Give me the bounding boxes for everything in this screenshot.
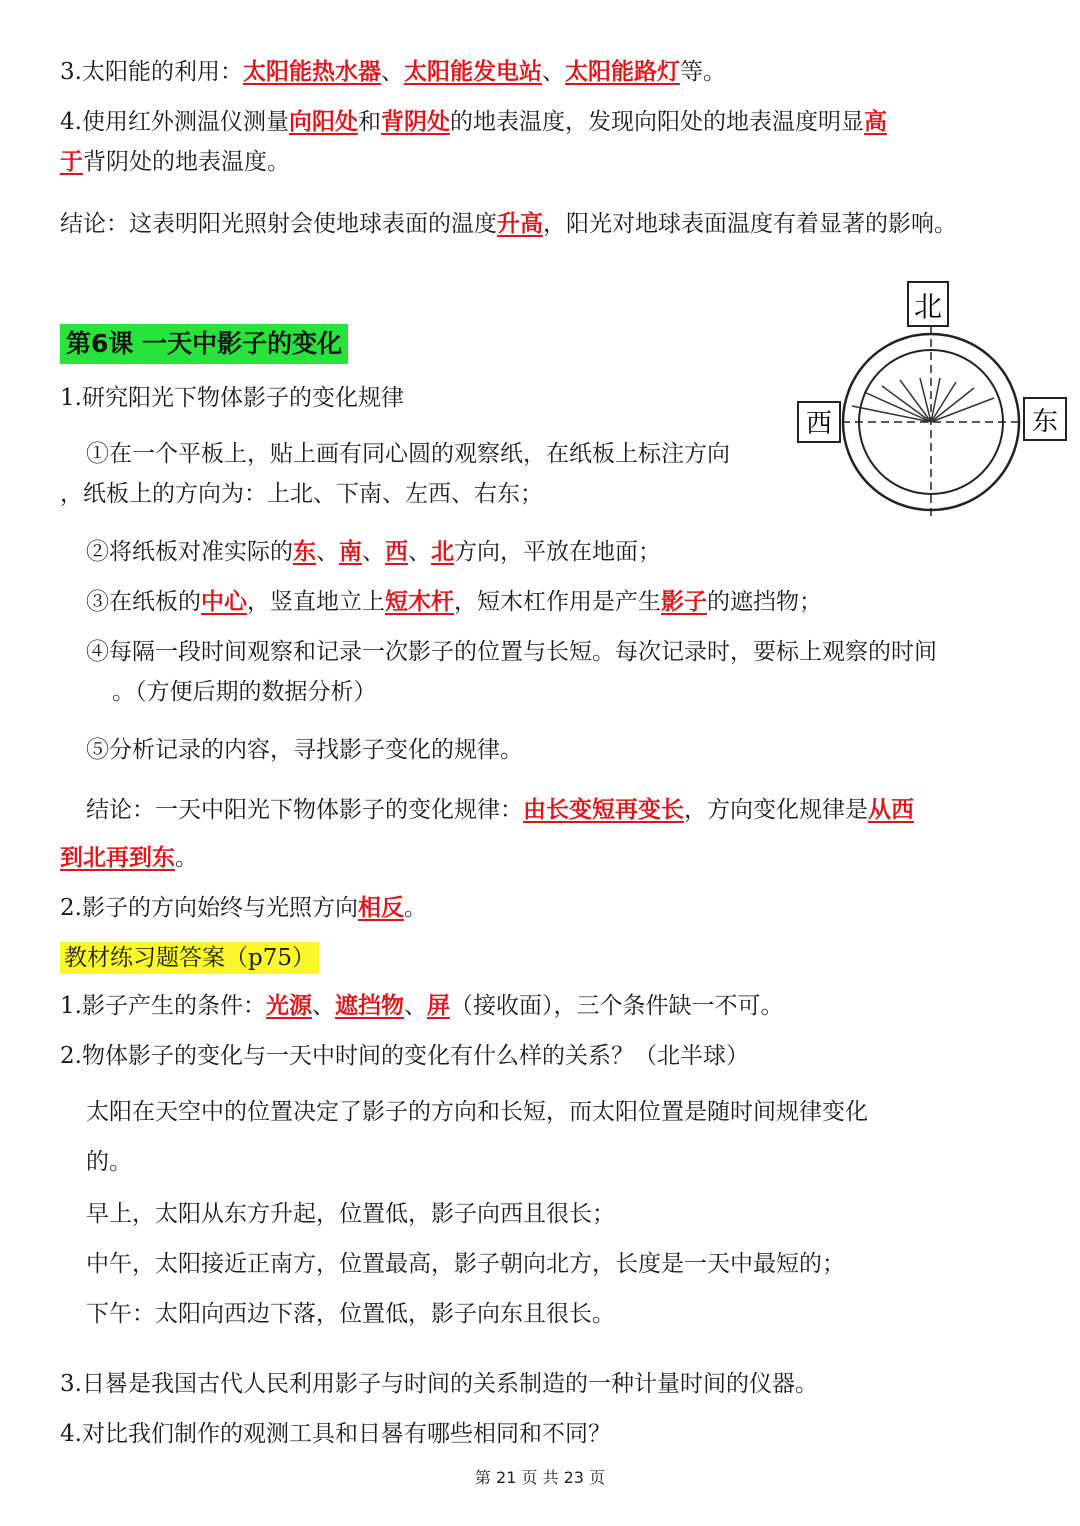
step-2: ②将纸板对准实际的东、南、西、北方向，平放在地面； xyxy=(86,538,661,565)
conclusion-shadow-cont: 到北再到东。 xyxy=(60,844,198,871)
conclusion-shadow: 结论：一天中阳光下物体影子的变化规律：由长变短再变长，方向变化规律是从西 xyxy=(86,796,914,823)
page-footer: 第 21 页 共 23 页 xyxy=(474,1468,606,1487)
step-5: ⑤分析记录的内容，寻找影子变化的规律。 xyxy=(86,737,523,763)
shadow-direction: 2.影子的方向始终与光照方向相反。 xyxy=(60,894,427,921)
exercise-3: 3.日晷是我国古代人民利用影子与时间的关系制造的一种计量时间的仪器。 xyxy=(60,1371,818,1397)
step-4-cont: 。（方便后期的数据分析） xyxy=(112,679,377,705)
exercise-1: 1.影子产生的条件：光源、遮挡物、屏（接收面），三个条件缺一不可。 xyxy=(60,992,784,1019)
exercise-2-noon: 中午，太阳接近正南方，位置最高，影子朝向北方，长度是一天中最短的； xyxy=(86,1251,845,1277)
solar-use-line: 3.太阳能的利用：太阳能热水器、太阳能发电站、太阳能路灯等。 xyxy=(60,58,726,85)
thermometer-line-cont: 于背阴处的地表温度。 xyxy=(60,148,290,175)
research-topic: 1.研究阳光下物体影子的变化规律 xyxy=(60,385,404,411)
exercise-title: 教材练习题答案（p75） xyxy=(60,942,319,974)
step-1-cont: ，纸板上的方向为：上北、下南、左西、右东； xyxy=(60,481,543,507)
lesson-title: 第6课 一天中影子的变化 xyxy=(60,324,348,364)
exercise-2-afternoon: 下午：太阳向西边下落，位置低，影子向东且很长。 xyxy=(86,1301,615,1327)
step-1: ①在一个平板上，贴上画有同心圆的观察纸，在纸板上标注方向 xyxy=(86,441,730,467)
exercise-2-answer: 太阳在天空中的位置决定了影子的方向和长短，而太阳位置是随时间规律变化 xyxy=(86,1099,868,1125)
shadow-board-diagram xyxy=(790,280,1070,520)
step-3: ③在纸板的中心，竖直地立上短木杆，短木杠作用是产生影子的遮挡物； xyxy=(86,588,822,615)
exercise-4: 4.对比我们制作的观测工具和日晷有哪些相同和不同？ xyxy=(60,1421,611,1447)
west-label: 西 xyxy=(805,409,833,439)
thermometer-line: 4.使用红外测温仪测量向阳处和背阴处的地表温度，发现向阳处的地表温度明显高 xyxy=(60,108,887,135)
exercise-2-answer-cont: 的。 xyxy=(86,1149,132,1175)
north-label: 北 xyxy=(913,290,943,323)
step-4: ④每隔一段时间观察和记录一次影子的位置与长短。每次记录时，要标上观察的时间 xyxy=(86,639,937,665)
conclusion-temperature: 结论：这表明阳光照射会使地球表面的温度升高，阳光对地球表面温度有着显著的影响。 xyxy=(60,210,957,237)
exercise-2: 2.物体影子的变化与一天中时间的变化有什么样的关系？（北半球） xyxy=(60,1043,749,1069)
east-label: 东 xyxy=(1031,407,1059,437)
shadow-lines xyxy=(852,378,994,422)
exercise-2-morning: 早上，太阳从东方升起，位置低，影子向西且很长； xyxy=(86,1201,615,1227)
